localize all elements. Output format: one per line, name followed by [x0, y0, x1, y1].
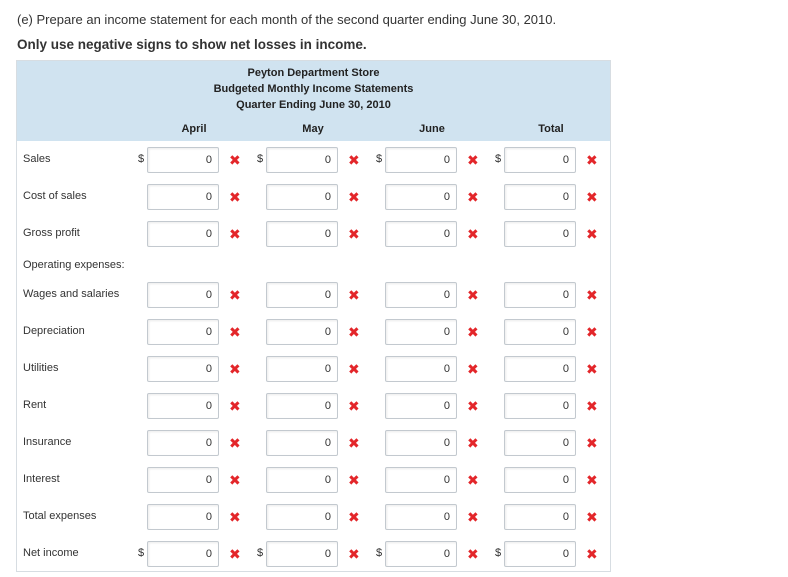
amount-field-box: [385, 147, 457, 173]
operating-expenses-label: Operating expenses:: [23, 259, 125, 271]
amount-field-box: [147, 467, 219, 493]
net-income-may-input[interactable]: [267, 542, 337, 566]
amount-field-box: [266, 393, 338, 419]
amount-field-box: [266, 504, 338, 530]
incorrect-icon: ✖: [348, 472, 360, 488]
incorrect-icon: ✖: [229, 189, 241, 205]
amount-field-box: [385, 504, 457, 530]
incorrect-icon: ✖: [467, 287, 479, 303]
row-label: Rent: [23, 399, 47, 411]
total-expenses-total-input[interactable]: [505, 505, 575, 529]
amount-field-box: [504, 147, 576, 173]
sales-june-input[interactable]: [386, 148, 456, 172]
sales-may-input[interactable]: [267, 148, 337, 172]
amount-field-box: [504, 467, 576, 493]
incorrect-icon: ✖: [229, 361, 241, 377]
row-insurance: [17, 430, 610, 458]
amount-field-box: [385, 430, 457, 456]
wages-and-salaries-april-input[interactable]: [148, 283, 218, 307]
amount-field-box: [504, 184, 576, 210]
amount-field-box: [504, 319, 576, 345]
statement-title: Budgeted Monthly Income Statements: [213, 83, 414, 95]
incorrect-icon: ✖: [229, 398, 241, 414]
currency-symbol: $: [495, 547, 502, 559]
incorrect-icon: ✖: [467, 189, 479, 205]
insurance-april-input[interactable]: [148, 431, 218, 455]
row-label: Insurance: [23, 436, 72, 448]
amount-field-box: [504, 504, 576, 530]
company-name: Peyton Department Store: [247, 67, 380, 79]
incorrect-icon: ✖: [586, 324, 598, 340]
incorrect-icon: ✖: [586, 398, 598, 414]
incorrect-icon: ✖: [586, 435, 598, 451]
row-total-expenses: [17, 504, 610, 532]
currency-symbol: $: [138, 153, 145, 165]
incorrect-icon: ✖: [586, 226, 598, 242]
interest-total-input[interactable]: [505, 468, 575, 492]
insurance-june-input[interactable]: [386, 431, 456, 455]
row-label: Gross profit: [23, 227, 80, 239]
currency-symbol: $: [257, 153, 264, 165]
incorrect-icon: ✖: [467, 226, 479, 242]
amount-field-box: [385, 184, 457, 210]
amount-field-box: [385, 393, 457, 419]
amount-field-box: [504, 356, 576, 382]
incorrect-icon: ✖: [348, 287, 360, 303]
row-label: Total expenses: [23, 510, 97, 522]
column-header-total: Total: [538, 123, 564, 135]
amount-field-box: [147, 541, 219, 567]
depreciation-april-input[interactable]: [148, 320, 218, 344]
instruction-text: (e) Prepare an income statement for each month of the second quarter ending June 30, 2010.: [17, 12, 557, 27]
cost-of-sales-june-input[interactable]: [386, 185, 456, 209]
incorrect-icon: ✖: [229, 152, 241, 168]
utilities-total-input[interactable]: [505, 357, 575, 381]
incorrect-icon: ✖: [586, 189, 598, 205]
statement-period: Quarter Ending June 30, 2010: [236, 99, 391, 111]
incorrect-icon: ✖: [467, 324, 479, 340]
amount-field-box: [266, 430, 338, 456]
incorrect-icon: ✖: [467, 472, 479, 488]
sales-april-input[interactable]: [148, 148, 218, 172]
incorrect-icon: ✖: [229, 546, 241, 562]
row-interest: [17, 467, 610, 495]
row-label: Wages and salaries: [23, 288, 120, 300]
row-label: Interest: [23, 473, 60, 485]
rent-june-input[interactable]: [386, 394, 456, 418]
amount-field-box: [147, 356, 219, 382]
incorrect-icon: ✖: [467, 398, 479, 414]
rent-total-input[interactable]: [505, 394, 575, 418]
row-gross-profit: [17, 221, 610, 249]
interest-june-input[interactable]: [386, 468, 456, 492]
row-cost-of-sales: [17, 184, 610, 212]
amount-field-box: [504, 221, 576, 247]
row-label: Cost of sales: [23, 190, 87, 202]
incorrect-icon: ✖: [586, 509, 598, 525]
incorrect-icon: ✖: [348, 509, 360, 525]
net-income-april-input[interactable]: [148, 542, 218, 566]
row-label: Utilities: [23, 362, 59, 374]
row-label: Net income: [23, 547, 79, 559]
amount-field-box: [147, 147, 219, 173]
amount-field-box: [504, 541, 576, 567]
interest-april-input[interactable]: [148, 468, 218, 492]
amount-field-box: [147, 282, 219, 308]
incorrect-icon: ✖: [229, 509, 241, 525]
gross-profit-june-input[interactable]: [386, 222, 456, 246]
cost-of-sales-total-input[interactable]: [505, 185, 575, 209]
incorrect-icon: ✖: [348, 189, 360, 205]
gross-profit-april-input[interactable]: [148, 222, 218, 246]
row-utilities: [17, 356, 610, 384]
amount-field-box: [266, 356, 338, 382]
incorrect-icon: ✖: [348, 152, 360, 168]
row-sales: [17, 147, 610, 175]
incorrect-icon: ✖: [467, 361, 479, 377]
amount-field-box: [147, 221, 219, 247]
depreciation-june-input[interactable]: [386, 320, 456, 344]
interest-may-input[interactable]: [267, 468, 337, 492]
net-income-june-input[interactable]: [386, 542, 456, 566]
amount-field-box: [385, 541, 457, 567]
row-net-income: [17, 541, 610, 569]
incorrect-icon: ✖: [229, 324, 241, 340]
incorrect-icon: ✖: [348, 398, 360, 414]
amount-field-box: [266, 541, 338, 567]
incorrect-icon: ✖: [586, 287, 598, 303]
row-depreciation: [17, 319, 610, 347]
currency-symbol: $: [376, 153, 383, 165]
column-header-april: April: [181, 123, 207, 135]
row-wages-and-salaries: [17, 282, 610, 310]
wages-and-salaries-may-input[interactable]: [267, 283, 337, 307]
amount-field-box: [147, 504, 219, 530]
depreciation-may-input[interactable]: [267, 320, 337, 344]
utilities-june-input[interactable]: [386, 357, 456, 381]
row-rent: [17, 393, 610, 421]
amount-field-box: [504, 393, 576, 419]
amount-field-box: [147, 393, 219, 419]
amount-field-box: [266, 282, 338, 308]
cost-of-sales-may-input[interactable]: [267, 185, 337, 209]
amount-field-box: [266, 221, 338, 247]
amount-field-box: [147, 319, 219, 345]
utilities-may-input[interactable]: [267, 357, 337, 381]
insurance-may-input[interactable]: [267, 431, 337, 455]
amount-field-box: [385, 221, 457, 247]
amount-field-box: [266, 147, 338, 173]
rent-april-input[interactable]: [148, 394, 218, 418]
incorrect-icon: ✖: [229, 287, 241, 303]
currency-symbol: $: [376, 547, 383, 559]
amount-field-box: [266, 319, 338, 345]
incorrect-icon: ✖: [467, 435, 479, 451]
amount-field-box: [266, 467, 338, 493]
sign-note: Only use negative signs to show net losses in income.: [17, 37, 367, 52]
insurance-total-input[interactable]: [505, 431, 575, 455]
row-label: Sales: [23, 153, 51, 165]
incorrect-icon: ✖: [586, 472, 598, 488]
rent-may-input[interactable]: [267, 394, 337, 418]
incorrect-icon: ✖: [467, 546, 479, 562]
gross-profit-total-input[interactable]: [505, 222, 575, 246]
amount-field-box: [385, 356, 457, 382]
total-expenses-may-input[interactable]: [267, 505, 337, 529]
currency-symbol: $: [257, 547, 264, 559]
incorrect-icon: ✖: [348, 435, 360, 451]
row-label: Depreciation: [23, 325, 85, 337]
incorrect-icon: ✖: [229, 226, 241, 242]
income-statement-table: [16, 60, 611, 572]
incorrect-icon: ✖: [586, 361, 598, 377]
amount-field-box: [147, 184, 219, 210]
amount-field-box: [385, 467, 457, 493]
incorrect-icon: ✖: [348, 226, 360, 242]
incorrect-icon: ✖: [348, 361, 360, 377]
amount-field-box: [504, 430, 576, 456]
wages-and-salaries-june-input[interactable]: [386, 283, 456, 307]
net-income-total-input[interactable]: [505, 542, 575, 566]
incorrect-icon: ✖: [586, 546, 598, 562]
incorrect-icon: ✖: [467, 509, 479, 525]
incorrect-icon: ✖: [348, 324, 360, 340]
incorrect-icon: ✖: [467, 152, 479, 168]
column-header-may: May: [302, 123, 324, 135]
currency-symbol: $: [495, 153, 502, 165]
incorrect-icon: ✖: [586, 152, 598, 168]
depreciation-total-input[interactable]: [505, 320, 575, 344]
amount-field-box: [147, 430, 219, 456]
wages-and-salaries-total-input[interactable]: [505, 283, 575, 307]
utilities-april-input[interactable]: [148, 357, 218, 381]
incorrect-icon: ✖: [229, 435, 241, 451]
incorrect-icon: ✖: [348, 546, 360, 562]
total-expenses-april-input[interactable]: [148, 505, 218, 529]
table-header: [17, 61, 610, 141]
amount-field-box: [385, 282, 457, 308]
incorrect-icon: ✖: [229, 472, 241, 488]
sales-total-input[interactable]: [505, 148, 575, 172]
amount-field-box: [385, 319, 457, 345]
amount-field-box: [266, 184, 338, 210]
column-header-june: June: [419, 123, 445, 135]
currency-symbol: $: [138, 547, 145, 559]
total-expenses-june-input[interactable]: [386, 505, 456, 529]
cost-of-sales-april-input[interactable]: [148, 185, 218, 209]
amount-field-box: [504, 282, 576, 308]
gross-profit-may-input[interactable]: [267, 222, 337, 246]
